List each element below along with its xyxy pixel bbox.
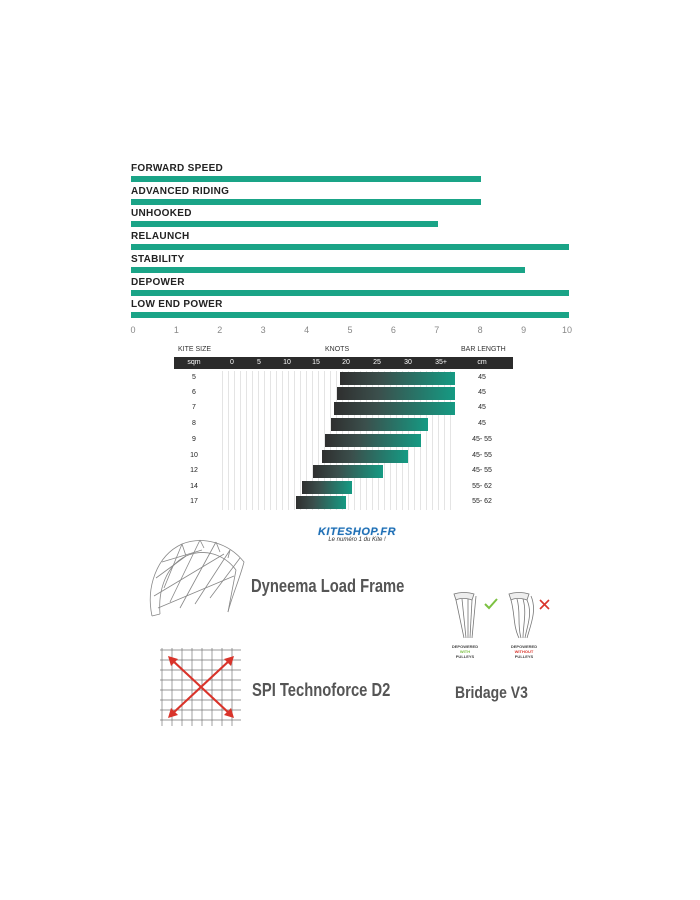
- kite-size-value: 7: [192, 404, 196, 411]
- wind-range-bar: [302, 481, 353, 494]
- knot-tick-label: 5: [257, 359, 261, 366]
- wind-range-bar: [325, 434, 421, 447]
- wind-gridline: [222, 371, 223, 510]
- length-unit: cm: [477, 359, 487, 366]
- with-line3: PULLEYS: [455, 654, 475, 659]
- bar-length-value: 45: [478, 374, 486, 381]
- bar-length-value: 55- 62: [472, 498, 492, 505]
- kite-size-header: KITE SIZE: [178, 346, 212, 353]
- perf-tick-label: 1: [173, 325, 179, 335]
- kite-size-value: 5: [192, 374, 196, 381]
- perf-tick-label: 3: [260, 325, 266, 335]
- perf-label: DEPOWER: [131, 276, 185, 288]
- fabric-grid-icon: [158, 648, 243, 726]
- without-line3: PULLEYS: [514, 654, 534, 659]
- bar-length-header: BAR LENGTH: [461, 346, 506, 353]
- bar-length-value: 45: [478, 404, 486, 411]
- perf-bar: [131, 290, 569, 296]
- load-frame-title: Dyneema Load Frame: [251, 576, 405, 596]
- with-line2: WITH: [459, 649, 471, 654]
- without-line2: WITHOUT: [514, 649, 534, 654]
- check-icon: [484, 598, 498, 610]
- bar-length-value: 45: [478, 420, 486, 427]
- perf-bar: [131, 221, 438, 227]
- kite-size-value: 9: [192, 436, 196, 443]
- wind-range-bar: [331, 418, 428, 431]
- size-unit: sqm: [187, 359, 201, 366]
- wind-gridline: [264, 371, 265, 510]
- perf-label: ADVANCED RIDING: [131, 185, 230, 197]
- wind-range-bar: [334, 402, 455, 415]
- knot-tick-label: 20: [342, 359, 350, 366]
- bridle-without-pulleys-icon: [505, 590, 545, 642]
- wind-gridline: [276, 371, 277, 510]
- logo-tagline: Le numéro 1 du Kite !: [328, 537, 386, 543]
- perf-tick-label: 8: [477, 325, 483, 335]
- bar-length-value: 55- 62: [472, 483, 492, 490]
- bridage-title: Bridage V3: [455, 683, 528, 702]
- cross-icon: [539, 599, 550, 610]
- perf-bar: [131, 267, 525, 273]
- wind-gridline: [240, 371, 241, 510]
- perf-tick-label: 10: [561, 325, 572, 335]
- wind-range-bar: [313, 465, 383, 478]
- wind-gridline: [252, 371, 253, 510]
- perf-tick-label: 2: [217, 325, 223, 335]
- kiteshop-logo: [312, 526, 402, 543]
- perf-tick-label: 9: [521, 325, 527, 335]
- without-line1: DEPOWERED: [510, 644, 538, 649]
- with-pulleys-caption: [440, 644, 490, 659]
- wind-gridline: [228, 371, 229, 510]
- wind-range-bar: [296, 496, 346, 509]
- perf-bar: [131, 244, 569, 250]
- kite-size-value: 10: [190, 452, 198, 459]
- with-line1: DEPOWERED: [451, 644, 479, 649]
- knot-tick-label: 35+: [435, 359, 447, 366]
- perf-label: LOW END POWER: [131, 299, 223, 311]
- perf-label: RELAUNCH: [131, 231, 190, 243]
- wind-range-bar: [337, 387, 455, 400]
- wind-gridline: [270, 371, 271, 510]
- wind-gridline: [258, 371, 259, 510]
- knot-tick-label: 30: [404, 359, 412, 366]
- knot-tick-label: 15: [312, 359, 320, 366]
- perf-label: STABILITY: [131, 253, 185, 265]
- perf-bar: [131, 199, 481, 205]
- kite-frame-icon: [140, 528, 250, 623]
- kite-size-value: 6: [192, 389, 196, 396]
- perf-bar: [131, 176, 481, 182]
- perf-bar: [131, 312, 569, 318]
- bar-length-value: 45: [478, 389, 486, 396]
- bar-length-value: 45- 55: [472, 436, 492, 443]
- kite-size-value: 17: [190, 498, 198, 505]
- perf-tick-label: 5: [347, 325, 353, 335]
- perf-tick-label: 0: [130, 325, 136, 335]
- wind-gridline: [246, 371, 247, 510]
- perf-tick-label: 6: [390, 325, 396, 335]
- knot-tick-label: 0: [230, 359, 234, 366]
- kite-size-value: 12: [190, 467, 198, 474]
- wind-range-bar: [340, 372, 455, 385]
- wind-range-bar: [322, 450, 408, 463]
- knots-header: KNOTS: [325, 346, 350, 353]
- kite-size-value: 14: [190, 483, 198, 490]
- perf-label: UNHOOKED: [131, 208, 192, 220]
- technoforce-title: SPI Technoforce D2: [252, 680, 391, 700]
- perf-tick-label: 4: [304, 325, 310, 335]
- bar-length-value: 45- 55: [472, 452, 492, 459]
- wind-gridline: [234, 371, 235, 510]
- wind-gridline: [288, 371, 289, 510]
- kite-size-value: 8: [192, 420, 196, 427]
- knot-tick-label: 10: [283, 359, 291, 366]
- wind-gridline: [294, 371, 295, 510]
- wind-gridline: [282, 371, 283, 510]
- without-pulleys-caption: [499, 644, 549, 659]
- logo-brand: KITESHOP.FR: [317, 526, 397, 538]
- knot-tick-label: 25: [373, 359, 381, 366]
- perf-tick-label: 7: [434, 325, 440, 335]
- bar-length-value: 45- 55: [472, 467, 492, 474]
- perf-label: FORWARD SPEED: [131, 163, 224, 174]
